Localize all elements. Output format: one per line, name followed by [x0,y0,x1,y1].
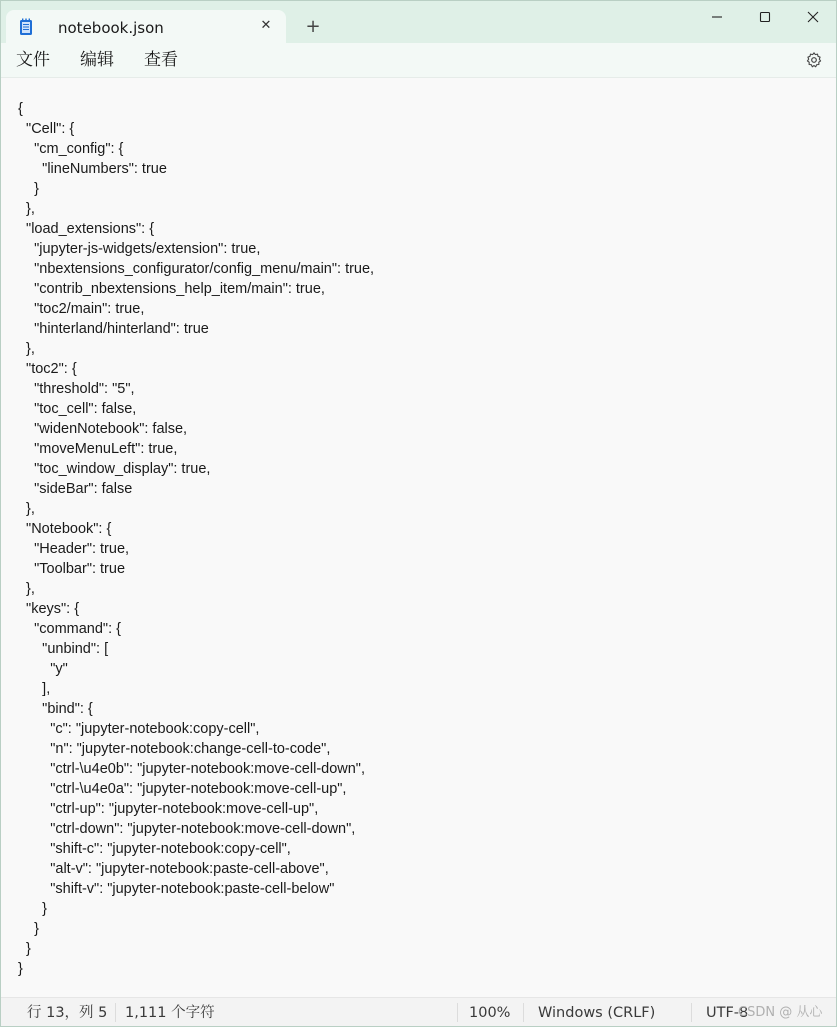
line-ending[interactable]: Windows (CRLF) [538,1005,656,1021]
status-divider [523,1003,524,1022]
minimize-button[interactable] [693,1,741,33]
code-line[interactable]: "Header": true, [18,541,130,557]
code-line[interactable]: "ctrl-down": "jupyter-notebook:move-cell-down", [18,821,356,837]
code-line[interactable]: ], [18,681,51,697]
code-line[interactable]: "toc2/main": true, [18,301,145,317]
code-line[interactable]: "ctrl-up": "jupyter-notebook:move-cell-up", [18,801,319,817]
code-line[interactable]: }, [18,501,35,517]
code-line[interactable]: "Cell": { [18,121,75,137]
code-line[interactable]: "c": "jupyter-notebook:copy-cell", [18,721,260,737]
watermark: CSDN @ 从心 [738,1005,823,1020]
menu-bar [1,43,836,78]
close-icon[interactable]: ✕ [260,18,272,33]
code-line[interactable]: "moveMenuLeft": true, [18,441,178,457]
code-line[interactable]: "Toolbar": true [18,561,126,577]
code-line[interactable]: } [18,961,23,977]
code-line[interactable]: "threshold": "5", [18,381,135,397]
code-line[interactable]: "widenNotebook": false, [18,421,188,437]
code-line[interactable]: "toc2": { [18,361,77,377]
maximize-icon [759,11,771,23]
status-divider [457,1003,458,1022]
code-line[interactable]: } [18,901,48,917]
tab-title: notebook.json [58,19,164,37]
character-count: 1,111 个字符 [125,1005,215,1021]
title-bar [1,1,836,43]
code-line[interactable]: }, [18,201,35,217]
maximize-button[interactable] [741,1,789,33]
text-editor[interactable] [1,78,836,995]
code-line[interactable]: } [18,181,39,197]
code-line[interactable]: "nbextensions_configurator/config_menu/main": true, [18,261,375,277]
code-line[interactable]: { [18,101,23,117]
status-divider [115,1003,116,1022]
tab-notebook-json[interactable] [6,10,286,43]
status-bar [1,997,836,1027]
code-line[interactable]: "contrib_nbextensions_help_item/main": true, [18,281,325,297]
code-line[interactable]: } [18,941,31,957]
code-line[interactable]: "hinterland/hinterland": true [18,321,209,337]
encoding[interactable]: UTF-8 [706,1005,749,1021]
code-line[interactable]: "lineNumbers": true [18,161,167,177]
code-line[interactable]: "command": { [18,621,121,637]
code-line[interactable]: "n": "jupyter-notebook:change-cell-to-code", [18,741,331,757]
menu-view[interactable]: 查看 [144,50,178,70]
code-line[interactable]: "shift-c": "jupyter-notebook:copy-cell", [18,841,291,857]
code-line[interactable]: "cm_config": { [18,141,124,157]
code-line[interactable]: "ctrl-\u4e0b": "jupyter-notebook:move-cell-down", [18,761,365,777]
new-tab-button[interactable]: + [305,16,321,37]
code-line[interactable]: }, [18,341,35,357]
close-window-button[interactable] [789,1,837,33]
notepad-icon [19,18,33,36]
code-line[interactable]: "jupyter-js-widgets/extension": true, [18,241,261,257]
code-line[interactable]: "alt-v": "jupyter-notebook:paste-cell-above", [18,861,329,877]
code-line[interactable]: "sideBar": false [18,481,133,497]
cursor-position: 行 13，列 5 [27,1005,108,1021]
code-line[interactable]: "unbind": [ [18,641,109,657]
code-line[interactable]: "ctrl-\u4e0a": "jupyter-notebook:move-cell-up", [18,781,347,797]
code-line[interactable]: "bind": { [18,701,93,717]
gear-icon[interactable] [805,51,823,69]
close-icon [807,11,819,23]
code-line[interactable]: "keys": { [18,601,80,617]
menu-edit[interactable]: 编辑 [80,50,114,70]
code-line[interactable]: "toc_cell": false, [18,401,137,417]
code-line[interactable]: "Notebook": { [18,521,112,537]
code-line[interactable]: "toc_window_display": true, [18,461,211,477]
status-divider [691,1003,692,1022]
code-line[interactable]: "shift-v": "jupyter-notebook:paste-cell-below" [18,881,335,897]
code-line[interactable]: "y" [18,661,68,677]
minimize-icon [711,11,723,23]
code-line[interactable]: }, [18,581,35,597]
menu-file[interactable]: 文件 [16,50,50,70]
zoom-level[interactable]: 100% [469,1005,511,1021]
code-line[interactable]: "load_extensions": { [18,221,155,237]
code-line[interactable]: } [18,921,39,937]
editor-text[interactable] [18,99,374,979]
